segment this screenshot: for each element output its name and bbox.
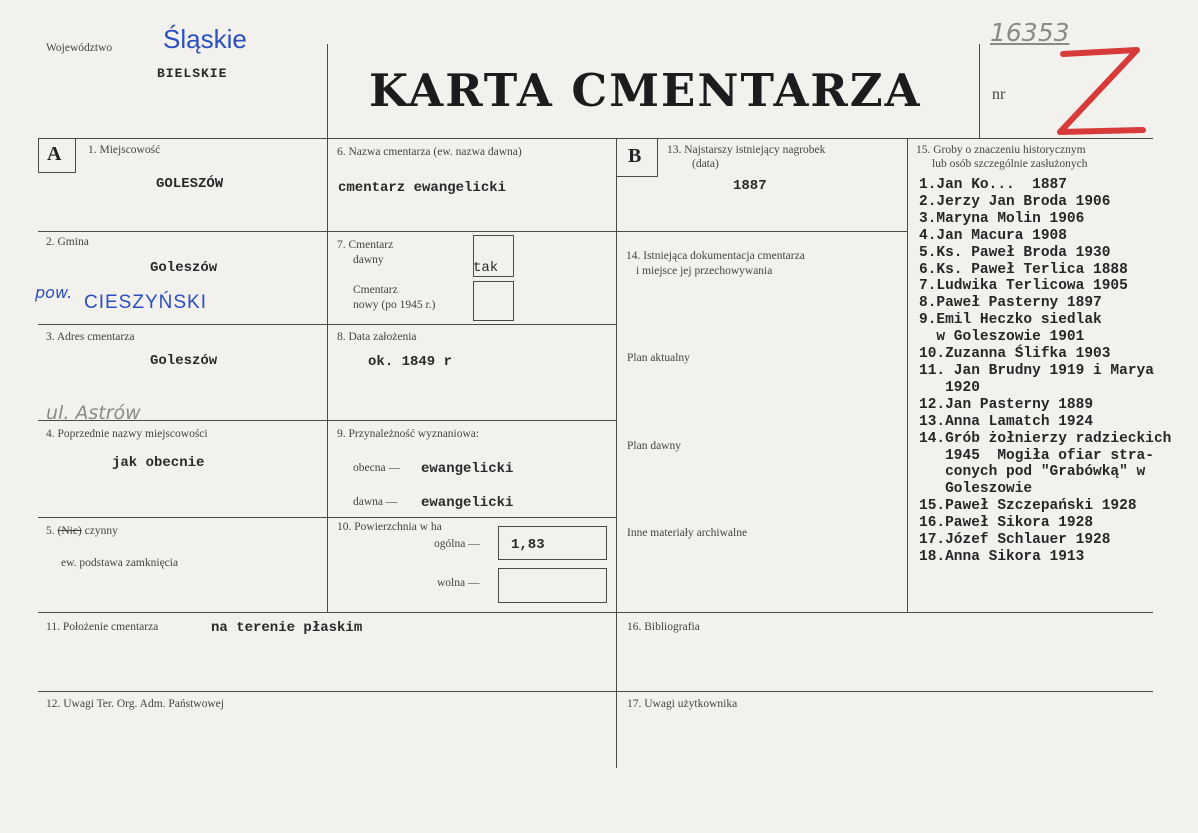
grave-entry: 8.Paweł Pasterny 1897 xyxy=(919,295,1102,312)
county-prefix: pow. xyxy=(35,283,73,302)
field-1-value: GOLESZÓW xyxy=(156,176,224,192)
grave-entry: 4.Jan Macura 1908 xyxy=(919,227,1067,244)
grave-entry: 14.Grób żołnierzy radzieckich xyxy=(919,430,1172,447)
grave-entry: 16.Paweł Sikora 1928 xyxy=(919,515,1094,532)
field-9-label: 9. Przynależność wyznaniowa: xyxy=(337,428,480,440)
field-1-label: 1. Miejscowość xyxy=(88,144,161,156)
grave-entry: 2.Jerzy Jan Broda 1906 xyxy=(919,193,1111,210)
field-12-label: 12. Uwagi Ter. Org. Adm. Państwowej xyxy=(46,698,224,710)
row-line-b xyxy=(616,231,907,232)
field-7-label-b: dawny xyxy=(353,254,384,266)
field-10-free-box xyxy=(498,568,607,603)
field-15-label: 15. Groby o znaczeniu historycznym xyxy=(916,144,1086,156)
field-15-sub: lub osób szczególnie zasłużonych xyxy=(932,158,1088,170)
col-line-2 xyxy=(616,138,617,768)
field-13-label: 13. Najstarszy istniejący nagrobek xyxy=(667,144,826,156)
field-8-label: 8. Data założenia xyxy=(337,331,417,343)
grid-top-line xyxy=(38,138,1153,139)
graves-list xyxy=(919,177,1198,566)
grave-entry: 1920 xyxy=(919,379,980,396)
grave-entry: Goleszowie xyxy=(919,481,1033,498)
field-7-label-c: Cmentarz xyxy=(353,284,398,296)
voivodeship-stamp: Śląskie xyxy=(163,24,247,54)
field-9-current-value: ewangelicki xyxy=(421,461,514,477)
field-9-former-label: dawna — xyxy=(353,496,398,508)
field-8-value: ok. 1849 r xyxy=(368,354,453,370)
voivodeship-label: Województwo xyxy=(46,42,113,54)
field-9-current-label: obecna — xyxy=(353,462,400,474)
field-3-label: 3. Adres cmentarza xyxy=(46,331,135,343)
row-line-6 xyxy=(38,612,1153,613)
field-10-free-label: wolna — xyxy=(437,577,480,589)
field-16-label: 16. Bibliografia xyxy=(627,621,700,633)
field-10-total-value: 1,83 xyxy=(511,537,545,553)
field-5-struck: (Nie) xyxy=(57,525,82,537)
col-line-1 xyxy=(327,138,328,612)
field-5-rest: czynny xyxy=(84,525,118,537)
header-divider-left xyxy=(327,44,328,139)
old-voivodeship: BIELSKIE xyxy=(157,66,228,81)
field-2-value: Goleszów xyxy=(150,260,218,276)
col-line-3 xyxy=(907,138,908,612)
field-4-value: jak obecnie xyxy=(112,455,205,471)
field-10-label: 10. Powierzchnia w ha xyxy=(337,521,442,533)
county-value: CIESZYŃSKI xyxy=(84,292,207,313)
field-13-sub: (data) xyxy=(692,158,719,170)
plan-former-label: Plan dawny xyxy=(627,440,681,452)
grave-entry: conych pod "Grabówką" w xyxy=(919,464,1146,481)
field-17-label: 17. Uwagi użytkownika xyxy=(627,698,738,710)
grave-entry: w Goleszowie 1901 xyxy=(919,329,1085,346)
archive-number: 16353 xyxy=(990,18,1070,47)
grave-entry: 10.Zuzanna Ślifka 1903 xyxy=(919,346,1111,363)
grave-entry: 5.Ks. Paweł Broda 1930 xyxy=(919,244,1111,261)
field-7-label-d: nowy (po 1945 r.) xyxy=(353,299,436,311)
grave-entry: 18.Anna Sikora 1913 xyxy=(919,548,1085,565)
nr-letter-z xyxy=(1045,44,1150,142)
grave-entry: 12.Jan Pasterny 1889 xyxy=(919,396,1094,413)
field-14-sub: i miejsce jej przechowywania xyxy=(636,265,773,277)
field-7-value: tak xyxy=(473,260,499,276)
grave-entry: 1.Jan Ko... 1887 xyxy=(919,177,1067,193)
grave-entry: 1945 Mogiła ofiar stra- xyxy=(919,447,1154,464)
grave-entry: 3.Maryna Molin 1906 xyxy=(919,210,1085,227)
field-7-label-a: 7. Cmentarz xyxy=(337,239,394,251)
grave-entry: 9.Emil Heczko siedlak xyxy=(919,312,1102,329)
field-2-label: 2. Gmina xyxy=(46,236,89,248)
grave-entry: 17.Józef Schlauer 1928 xyxy=(919,532,1111,549)
field-11-label: 11. Położenie cmentarza xyxy=(46,621,159,633)
field-7-new-box xyxy=(473,281,514,321)
section-b-letter: B xyxy=(628,145,642,167)
field-13-value: 1887 xyxy=(733,178,767,194)
row-line-7 xyxy=(38,691,1153,692)
field-9-former-value: ewangelicki xyxy=(421,495,514,511)
grave-entry: 13.Anna Lamatch 1924 xyxy=(919,413,1094,430)
other-materials-label: Inne materiały archiwalne xyxy=(627,527,748,539)
section-a-letter: A xyxy=(47,143,62,165)
nr-label: nr xyxy=(992,86,1006,103)
field-5-label xyxy=(46,525,118,537)
field-5-sub: ew. podstawa zamknięcia xyxy=(61,557,179,569)
grave-entry: 7.Ludwika Terlicowa 1905 xyxy=(919,278,1128,295)
grave-entry: 11. Jan Brudny 1919 i Marya xyxy=(919,362,1154,379)
header-divider-right xyxy=(979,44,980,139)
field-14-label: 14. Istniejąca dokumentacja cmentarza xyxy=(626,250,805,262)
field-6-value: cmentarz ewangelicki xyxy=(338,180,507,196)
field-4-label: 4. Poprzednie nazwy miejscowości xyxy=(46,428,208,440)
page-title: KARTA CMENTARZA xyxy=(369,64,922,117)
field-5-prefix: 5. xyxy=(46,525,55,537)
plan-current-label: Plan aktualny xyxy=(627,352,690,364)
field-10-total-label: ogólna — xyxy=(434,538,480,550)
field-3-street: ul. Astrów xyxy=(46,402,141,424)
field-6-label: 6. Nazwa cmentarza (ew. nazwa dawna) xyxy=(337,146,522,158)
field-11-value: na terenie płaskim xyxy=(211,620,363,636)
grave-entry: 15.Paweł Szczepański 1928 xyxy=(919,498,1137,515)
field-3-value: Goleszów xyxy=(150,353,218,369)
grave-entry: 6.Ks. Paweł Terlica 1888 xyxy=(919,261,1128,278)
